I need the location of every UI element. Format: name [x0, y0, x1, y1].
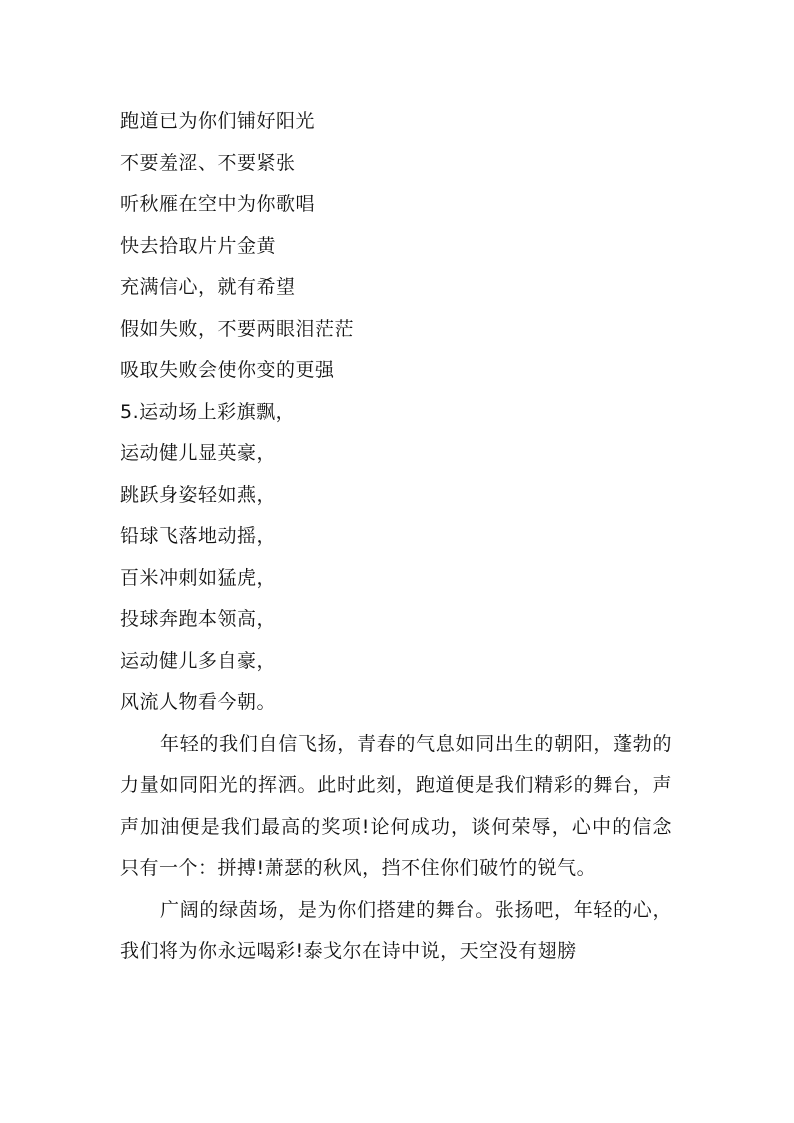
body-paragraph: 广阔的绿茵场，是为你们搭建的舞台。张扬吧，年轻的心，我们将为你永远喝彩!泰戈尔在诗中说，天空没有翅膀 — [120, 898, 672, 962]
poem-line: 充满信心，就有希望 — [120, 276, 296, 298]
poem-line: 吸取失败会使你变的更强 — [120, 359, 335, 381]
poem-line: 铅球飞落地动摇， — [120, 525, 277, 547]
poem-line: 跳跃身姿轻如燕， — [120, 483, 277, 506]
poem-line: 不要羞涩、不要紧张 — [120, 151, 296, 174]
document-body — [120, 101, 672, 973]
poem-line: 快去拾取片片金黄 — [120, 234, 277, 257]
poem-line: 风流人物看今朝。 — [120, 691, 277, 713]
poem-line: 运动健儿多自豪， — [120, 649, 277, 672]
poem-line: 听秋雁在空中为你歌唱 — [120, 193, 316, 215]
poem-line: 投球奔跑本领高， — [120, 608, 277, 630]
body-paragraph: 年轻的我们自信飞扬，青春的气息如同出生的朝阳，蓬勃的力量如同阳光的挥洒。此时此刻，跑道便是我们精彩的舞台，声声加油便是我们最高的奖项!论何成功，谈何荣辱，心中的信念只有一个：拼搏!萧瑟的秋风，挡不住你们破竹的锐气。 — [120, 732, 672, 879]
poem-line: 运动健儿显英豪， — [120, 442, 277, 464]
poem-line: 跑道已为你们铺好阳光 — [120, 110, 316, 132]
poem-heading-line: 5.运动场上彩旗飘， — [120, 400, 296, 423]
poem-line: 百米冲刺如猛虎， — [120, 566, 277, 589]
poem-line: 假如失败，不要两眼泪茫茫 — [120, 317, 355, 340]
